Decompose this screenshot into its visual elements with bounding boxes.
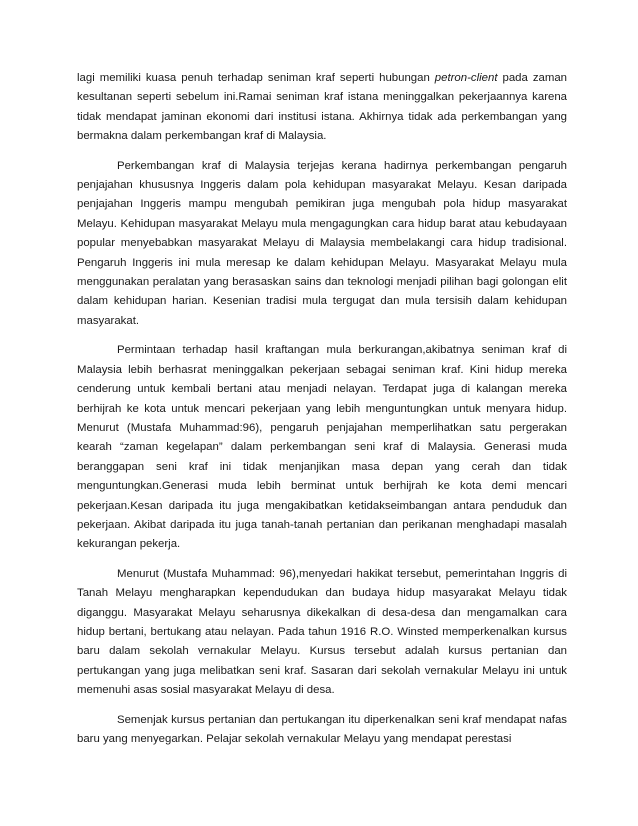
paragraph-1-text-end: pada zaman kesultanan seperti sebelum ini.Ramai seniman kraf istana meninggalkan pekerjaannya karena tidak mendapat jaminan ekonomi dari institusi istana. Akhirnya tidak ada perkembangan yang bermakna dalam perkembangan kraf di Malaysia.: [77, 72, 568, 143]
document-body: [77, 69, 567, 759]
paragraph-2: Perkembangan kraf di Malaysia terjejas kerana hadirnya perkembangan pengaruh penjajahan khususnya Inggeris dalam pola kehidupan masyarakat Melayu. Kesan daripada penjajahan Inggeris mampu mengubah pemikiran juga mengubah pola hidup masyarakat Melayu. Kehidupan masyarakat Melayu mula mengagungkan cara hidup barat atau kebudayaan popular menyebabkan masyarakat Melayu di Malaysia membelakangi cara hidup tradisional. Pengaruh Inggeris ini mula meresap ke dalam kehidupan Melayu. Masyarakat Melayu mula menggunakan peralatan yang berasaskan sains dan teknologi menjadi pilihan bagi golongan elit dalam kehidupan harian. Kesenian tradisi mula tergugat dan mula tersisih dalam kehidupan masyarakat.: [77, 159, 567, 327]
paragraph-1: [77, 69, 567, 147]
paragraph-5: Semenjak kursus pertanian dan pertukangan itu diperkenalkan seni kraf mendapat nafas baru yang menyegarkan. Pelajar sekolah vernakular Melayu yang mendapat perestasi: [77, 713, 567, 745]
paragraph-3: Permintaan terhadap hasil kraftangan mula berkurangan,akibatnya seniman kraf di Malaysia lebih berhasrat meninggalkan pekerjaan sebagai seniman kraf. Kini hidup mereka cenderung untuk kembali bertani atau menjadi nelayan. Terdapat juga di kalangan mereka berhijrah ke kota untuk mencari pekerjaan yang lebih menguntungkan untuk menyara hidup. Menurut (Mustafa Muhammad:96), pengaruh penjajahan memperlihatkan satu pergerakan kearah “zaman kegelapan” dalam perkembangan seni kraf di Malaysia. Generasi muda beranggapan seni kraf ini tidak menjanjikan masa depan yang cerah dan tidak menguntungkan.Generasi muda lebih berminat untuk berhijrah ke kota demi mencari pekerjaan.Kesan daripada itu juga mengakibatkan ketidakseimbangan antara penduduk dan pekerjaan. Akibat daripada itu juga tanah-tanah pertanian dan perikanan menghadapi masalah kekurangan pekerja.: [77, 344, 567, 551]
italic-term: petron-client: [434, 72, 498, 84]
paragraph-1-text-start: lagi memiliki kuasa penuh terhadap seniman kraf seperti hubungan: [77, 72, 435, 84]
paragraph-4: Menurut (Mustafa Muhammad: 96),menyedari hakikat tersebut, pemerintahan Inggris di Tanah Melayu mengharapkan kependudukan dan budaya hidup masyarakat Melayu tidak diganggu. Masyarakat Melayu seharusnya dikekalkan di desa-desa dan mengamalkan cara hidup bertani, bertukang atau nelayan. Pada tahun 1916 R.O. Winsted memperkenalkan kursus baru dalam sekolah vernakular Melayu. Kursus tersebut adalah kursus pertanian dan pertukangan yang juga melibatkan seni kraf. Sasaran dari sekolah vernakular Melayu ini untuk memenuhi asas sosial masyarakat Melayu di desa.: [77, 567, 567, 697]
